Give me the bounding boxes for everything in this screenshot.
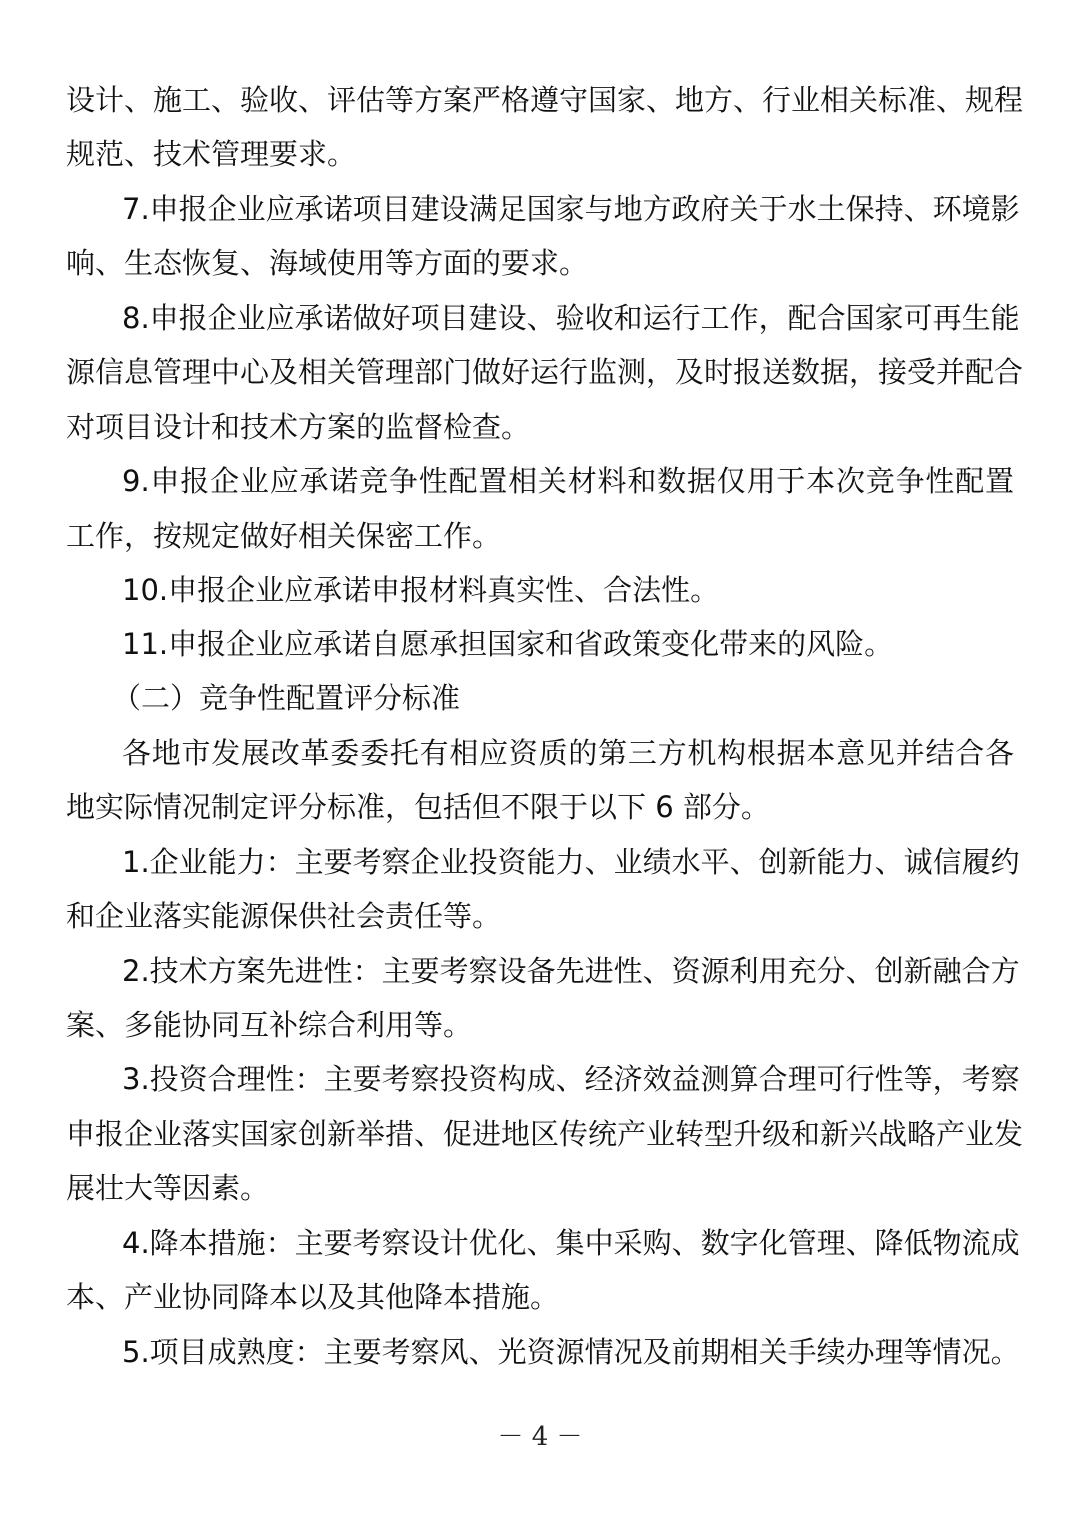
criterion-5-line: 5.项目成熟度：主要考察风、光资源情况及前期相关手续办理等情况。	[122, 1335, 1020, 1369]
text-line: 源信息管理中心及相关管理部门做好运行监测，及时报送数据，接受并配合	[66, 355, 1024, 389]
item-8-line: 8.申报企业应承诺做好项目建设、验收和运行工作，配合国家可再生能	[122, 301, 1020, 335]
item-7-line: 7.申报企业应承诺项目建设满足国家与地方政府关于水土保持、环境影	[122, 192, 1020, 226]
page-number: － 4 －	[497, 1422, 583, 1452]
criterion-3-line: 3.投资合理性：主要考察投资构成、经济效益测算合理可行性等，考察	[122, 1062, 1020, 1096]
section-heading: （二）竞争性配置评分标准	[112, 681, 461, 715]
text-line: 案、多能协同互补综合利用等。	[66, 1008, 473, 1042]
text-line: 工作，按规定做好相关保密工作。	[66, 519, 502, 553]
text-line: 本、产业协同降本以及其他降本措施。	[66, 1280, 560, 1314]
criterion-2-line: 2.技术方案先进性：主要考察设备先进性、资源利用充分、创新融合方	[122, 954, 1020, 988]
text-line: 各地市发展改革委委托有相应资质的第三方机构根据本意见并结合各	[122, 736, 1014, 770]
text-line: 展壮大等因素。	[66, 1171, 270, 1205]
item-9-line: 9.申报企业应承诺竞争性配置相关材料和数据仅用于本次竞争性配置	[122, 464, 1014, 498]
criterion-4-line: 4.降本措施：主要考察设计优化、集中采购、数字化管理、降低物流成	[122, 1226, 1020, 1260]
text-line: 设计、施工、验收、评估等方案严格遵守国家、地方、行业相关标准、规程	[66, 83, 1024, 117]
item-11-line: 11.申报企业应承诺自愿承担国家和省政策变化带来的风险。	[122, 627, 894, 661]
text-line: 和企业落实能源保供社会责任等。	[66, 899, 502, 933]
text-line: 对项目设计和技术方案的监督检查。	[66, 410, 531, 444]
text-line: 响、生态恢复、海域使用等方面的要求。	[66, 246, 589, 280]
text-line: 申报企业落实国家创新举措、促进地区传统产业转型升级和新兴战略产业发	[66, 1117, 1024, 1151]
criterion-1-line: 1.企业能力：主要考察企业投资能力、业绩水平、创新能力、诚信履约	[122, 845, 1020, 879]
text-line: 地实际情况制定评分标准，包括但不限于以下 6 部分。	[66, 790, 770, 824]
item-10-line: 10.申报企业应承诺申报材料真实性、合法性。	[122, 573, 720, 607]
text-line: 规范、技术管理要求。	[66, 137, 357, 171]
